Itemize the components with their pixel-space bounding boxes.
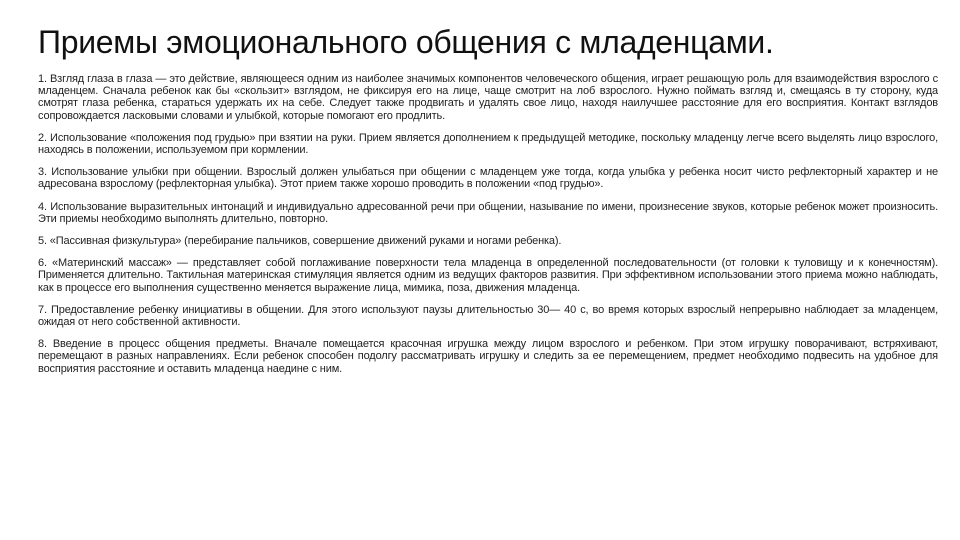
paragraph-8: 8. Введение в процесс общения предметы. Вначале помещается красочная игрушка между лицом взрослого и ребенком. При этом игрушку поворачивают, встряхивают, перемещают в разных направлениях. Если ребенок способен подолгу рассматривать игрушку и следить за ее перемещением, предмет необходимо подвесить на удобное для восприятия расстояние и оставить младенца наедине с ним. [38, 338, 938, 375]
paragraph-6: 6. «Материнский массаж» — представляет собой поглаживание поверхности тела младенца в определенной последовательности (от головки к туловищу и к конечностям). Применяется длительно. Тактильная материнская стимуляция является одним из ведущих факторов развития. При эффективном использовании этого приема можно наблюдать, как в процессе его выполнения существенно меняется выражение лица, мимика, поза, движения младенца. [38, 257, 938, 294]
paragraph-3: 3. Использование улыбки при общении. Взрослый должен улыбаться при общении с младенцем уже тогда, когда улыбка у ребенка носит чисто рефлекторный характер и не адресована взрослому (рефлекторная улыбка). Этот прием также хорошо проводить в положении «под грудью». [38, 166, 938, 191]
paragraph-5: 5. «Пассивная физкультура» (перебирание пальчиков, совершение движений руками и ногами ребенка). [38, 235, 562, 248]
slide-body [38, 73, 938, 385]
paragraph-1: 1. Взгляд глаза в глаза — это действие, являющееся одним из наиболее значимых компонентов человеческого общения, играет решающую роль для взаимодействия взрослого с младенцем. Сначала ребенок как бы «скользит» взглядом, не фиксируя его на лице, чаще смотрит на лоб взрослого. Нужно поймать взгляд и, смещаясь в ту сторону, куда смотрят глаза ребенка, стараться удержать их на себе. Следует также продвигать и удалять свое лицо, находя наилучшее расстояние для его восприятия. Контакт взглядов сопровождается ласковыми словами и улыбкой, которые помогают его продлить. [38, 73, 938, 122]
paragraph-7: 7. Предоставление ребенку инициативы в общении. Для этого используют паузы длительностью 30— 40 с, во время которых взрослый непрерывно наблюдает за младенцем, ожидая от него собственной активности. [38, 303, 938, 329]
slide-title: Приемы эмоционального общения с младенцами. [38, 24, 774, 60]
paragraph-4: 4. Использование выразительных интонаций и индивидуально адресованной речи при общении, называние по имени, произнесение звуков, которые ребенок может произносить. Эти приемы необходимо выполнять длительно, повторно. [38, 200, 938, 225]
paragraph-2: 2. Использование «положения под грудью» при взятии на руки. Прием является дополнением к предыдущей методике, поскольку младенцу легче всего выделять лицо взрослого, находясь в положении, используемом при кормлении. [38, 131, 938, 157]
